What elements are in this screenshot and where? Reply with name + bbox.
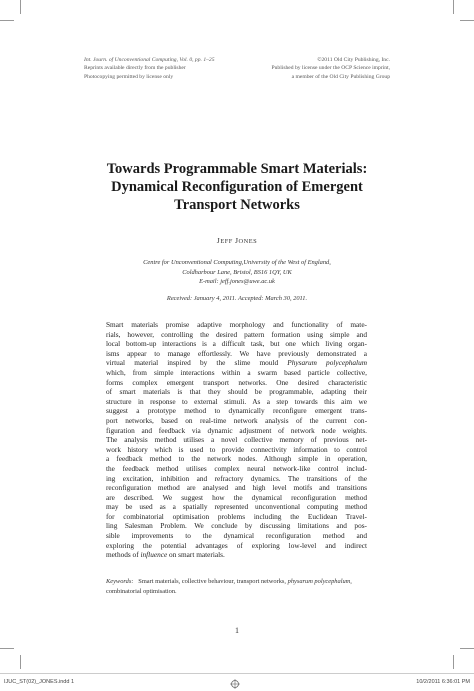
abstract-line: methods of influence on smart materials. xyxy=(106,550,225,560)
abstract-line: reconfiguration method are analysed and high level motifs and transitions xyxy=(106,483,367,493)
affiliation-line: Centre for Unconventional Computing,University of the West of England, xyxy=(143,259,331,266)
author-email: E-mail: jeff.jones@uwe.ac.uk xyxy=(199,278,275,286)
abstract-line: rials, however, controlling the desired pattern formation using simple and xyxy=(106,329,367,339)
abstract-line: sible improvements to the dynamical reconfiguration method and xyxy=(106,531,367,541)
crop-mark xyxy=(0,648,14,649)
crop-mark xyxy=(20,655,21,669)
abstract-line: Smart materials promise adaptive morphology and functionality of mate- xyxy=(106,320,367,329)
affiliation-line: Coldharbour Lane, Bristol, BS16 1QY, UK xyxy=(182,268,292,276)
crop-mark xyxy=(453,0,454,14)
abstract-line: are described. We suggest how the dynamical reconfiguration method xyxy=(106,492,367,502)
file-slug: IJUC_ST(02)_JONES.indd 1 xyxy=(4,679,74,685)
abstract-line: local bottom-up interactions is a difficult task, but one which living organ- xyxy=(106,339,367,349)
abstract-line: may be used as a spatially represented unconventional computing method xyxy=(106,502,367,512)
abstract-line: ling Salesman Problem. We conclude by discussing limitations and pos- xyxy=(106,521,367,531)
title-line: Towards Programmable Smart Materials: xyxy=(106,161,368,177)
abstract-line: port networks, based on real-time network analysis of the current con- xyxy=(106,415,367,425)
publisher-header xyxy=(272,56,391,81)
abstract-line: which, from simple interactions within a swarm based particle collective, xyxy=(106,367,367,377)
abstract-line: work history which is used to provide connectivity information to control xyxy=(106,444,367,454)
abstract-line: the feedback method utilises complex neural network-like control includ- xyxy=(106,463,367,473)
photocopy-note: Photocopying permitted by license only xyxy=(84,73,174,80)
crop-mark xyxy=(460,648,474,649)
abstract-line: isms appear to manage effortlessly. We have previously demonstrated a xyxy=(106,348,367,358)
author-name: JEFF JONES xyxy=(216,236,258,245)
abstract xyxy=(106,320,367,560)
group-line: a member of the Old City Publishing Group xyxy=(291,73,390,80)
copyright-line: ©2011 Old City Publishing, Inc. xyxy=(317,57,390,63)
species-name: Physarum polycephalum xyxy=(287,358,367,368)
influence-word: influence xyxy=(140,550,168,560)
abstract-line: exploring the potential advantages of exploring low-level and indirect xyxy=(106,540,367,550)
crop-mark xyxy=(0,20,14,21)
abstract-line: for combinatorial optimisation problems including the Euclidean Travel- xyxy=(106,511,367,521)
journal-citation: Int. Journ. of Unconventional Computing, Vol. 0, pp. 1–25 xyxy=(84,57,215,63)
crop-mark xyxy=(20,0,21,14)
abstract-line: structure in response to external stimuli. As a step towards this aim we xyxy=(106,396,367,406)
abstract-line: a feedback method to the network nodes. Although simple in operation, xyxy=(106,454,367,464)
keywords-label: Keywords: xyxy=(106,578,134,585)
page-number: 1 xyxy=(235,626,239,635)
abstract-line: ing excitation, inhibition and refractory dynamics. The transitions of the xyxy=(106,473,367,483)
author-affiliation xyxy=(0,258,474,287)
paper-title xyxy=(0,160,474,214)
crop-mark xyxy=(460,20,474,21)
received-accepted-dates: Received: January 4, 2011. Accepted: March 30, 2011. xyxy=(166,295,308,302)
timestamp: 10/2/2011 6:36:01 PM xyxy=(416,679,470,685)
title-line: Transport Networks xyxy=(174,197,300,213)
abstract-line: suggest a prototype method to dynamically reconfigure emergent trans- xyxy=(106,406,367,416)
abstract-line: The analysis method utilises a novel collective memory of previous net- xyxy=(106,435,367,445)
journal-header xyxy=(84,56,215,81)
abstract-line: of smart materials is that they should be programmable, adapting their xyxy=(106,387,367,397)
registration-mark-icon xyxy=(230,679,240,691)
abstract-line: figuration and feedback via dynamic adjustment of network node weights. xyxy=(106,425,367,435)
footer-rule xyxy=(0,673,474,674)
keywords: Keywords: Smart materials, collective behaviour, transport networks, physarum polycephalum, combinatorial optimisation. xyxy=(106,578,352,595)
abstract-line: forms complex emergent transport networks. One desired characteristic xyxy=(106,377,367,387)
crop-mark xyxy=(453,655,454,669)
reprints-note: Reprints available directly from the publisher xyxy=(84,65,186,72)
license-line: Published by license under the OCP Science imprint, xyxy=(271,65,390,72)
title-line: Dynamical Reconfiguration of Emergent xyxy=(111,179,363,195)
abstract-line: virtual material inspired by the slime mould Physarum polycephalum xyxy=(106,358,367,368)
